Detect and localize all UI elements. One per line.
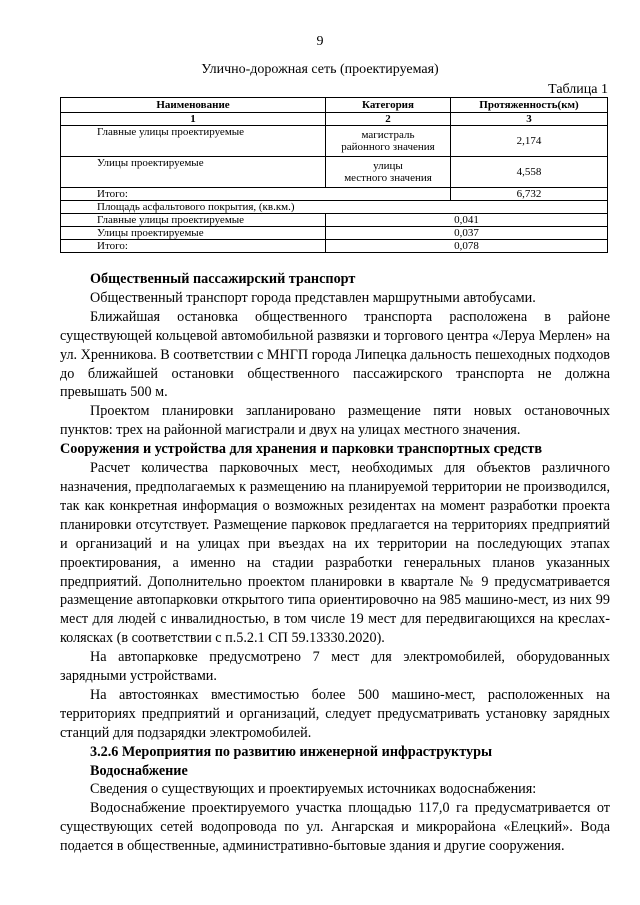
- asphalt-row-value: 0,037: [326, 227, 608, 240]
- row-category-line: магистраль: [361, 129, 415, 141]
- asphalt-row-value: 0,078: [326, 240, 608, 253]
- paragraph: Проектом планировки запланировано размещение пяти новых остановочных пунктов: трех на районной магистрали и двух на улицах местного значения.: [60, 403, 610, 439]
- section-heading-parking: Сооружения и устройства для хранения и парковки транспортных средств: [60, 441, 543, 458]
- row-category-line: районного значения: [341, 141, 435, 153]
- row-name: Улицы проектируемые: [61, 157, 326, 188]
- table-row: [61, 157, 608, 188]
- row-category: [326, 126, 451, 157]
- asphalt-row-name: Итого:: [61, 240, 326, 253]
- section-heading-infrastructure: 3.2.6 Мероприятия по развитию инженерной инфраструктуры: [90, 743, 493, 760]
- table-row: [61, 126, 608, 157]
- table-label: Таблица 1: [548, 82, 608, 97]
- paragraph: Сведения о существующих и проектируемых источниках водоснабжения:: [90, 781, 537, 798]
- asphalt-row: [61, 240, 608, 253]
- total-value: 6,732: [451, 188, 608, 201]
- paragraph: На автостоянках вместимостью более 500 машино-мест, расположенных на территориях предприятий и организаций, следует предусматривать установку зарядных станций для подзарядки электромобилей.: [60, 686, 610, 741]
- row-length: 2,174: [451, 126, 608, 157]
- column-number-row: [61, 113, 608, 126]
- section-heading-transport: Общественный пассажирский транспорт: [90, 271, 356, 287]
- paragraph: Ближайшая остановка общественного транспорта расположена в районе существующей кольцевой автомобильной развязки и торгового центра «Леруа Мерлен» на ул. Хренникова. В соответствии с МНГП города Липецка дальность пешеходных подходов до ближайшей остановки общественного пассажирского транспорта не должна превышать 500 м.: [60, 308, 610, 401]
- asphalt-row-name: Главные улицы проектируемые: [61, 214, 326, 227]
- asphalt-row: [61, 227, 608, 240]
- total-row: [61, 188, 608, 201]
- section-heading-water: Водоснабжение: [90, 762, 188, 779]
- row-name: Главные улицы проектируемые: [61, 126, 326, 157]
- header-category: Категория: [326, 98, 451, 113]
- row-category-line: местного значения: [344, 172, 432, 184]
- paragraph: Расчет количества парковочных мест, необходимых для объектов различного назначения, предполагаемых к размещению на планируемой территории не производился, так как конкретная информация о возможных резидентах на момент разработки проекта планировки отсутствует. Размещение парковок предлагается на территориях предприятий и организаций и на улицах при въездах на их территории на последующих этапах проектирования, а именно на стадии разработки генеральных планов указанных предприятий. Дополнительно проектом планировки в квартале № 9 предусматривается размещение автопарковки открытого типа ориентировочно на 985 машино-мест, из них 99 мест для людей с инвалидностью, в том числе 19 мест для передвигающихся на креслах-колясках (в соответствии с п.5.2.1 СП 59.13330.2020).: [60, 460, 610, 647]
- paragraph: Водоснабжение проектируемого участка площадью 117,0 га предусматривается от существующих сетей водопровода по ул. Ангарская и микрорайона «Елецкий». Вода подается в общественные, административно-бытовые здания и другие сооружения.: [60, 800, 610, 855]
- asphalt-header-row: [61, 201, 608, 214]
- header-length: Протяженность(км): [451, 98, 608, 113]
- col-number: 2: [326, 113, 451, 126]
- table-title: Улично-дорожная сеть (проектируемая): [201, 62, 439, 77]
- asphalt-row-value: 0,041: [326, 214, 608, 227]
- col-number: 1: [61, 113, 326, 126]
- asphalt-header: Площадь асфальтового покрытия, (кв.км.): [61, 201, 608, 214]
- table-header-row: [61, 98, 608, 113]
- asphalt-row-name: Улицы проектируемые: [61, 227, 326, 240]
- paragraph: Общественный транспорт города представлен маршрутными автобусами.: [90, 289, 536, 306]
- paragraph: На автопарковке предусмотрено 7 мест для электромобилей, оборудованных зарядными устройствами.: [60, 649, 610, 685]
- header-name: Наименование: [61, 98, 326, 113]
- col-number: 3: [451, 113, 608, 126]
- row-category: [326, 157, 451, 188]
- asphalt-row: [61, 214, 608, 227]
- total-label: Итого:: [61, 188, 451, 201]
- row-length: 4,558: [451, 157, 608, 188]
- row-category-line: улицы: [373, 160, 403, 172]
- page-number: 9: [316, 34, 324, 49]
- document-body: [60, 270, 610, 856]
- road-network-table: [60, 97, 608, 253]
